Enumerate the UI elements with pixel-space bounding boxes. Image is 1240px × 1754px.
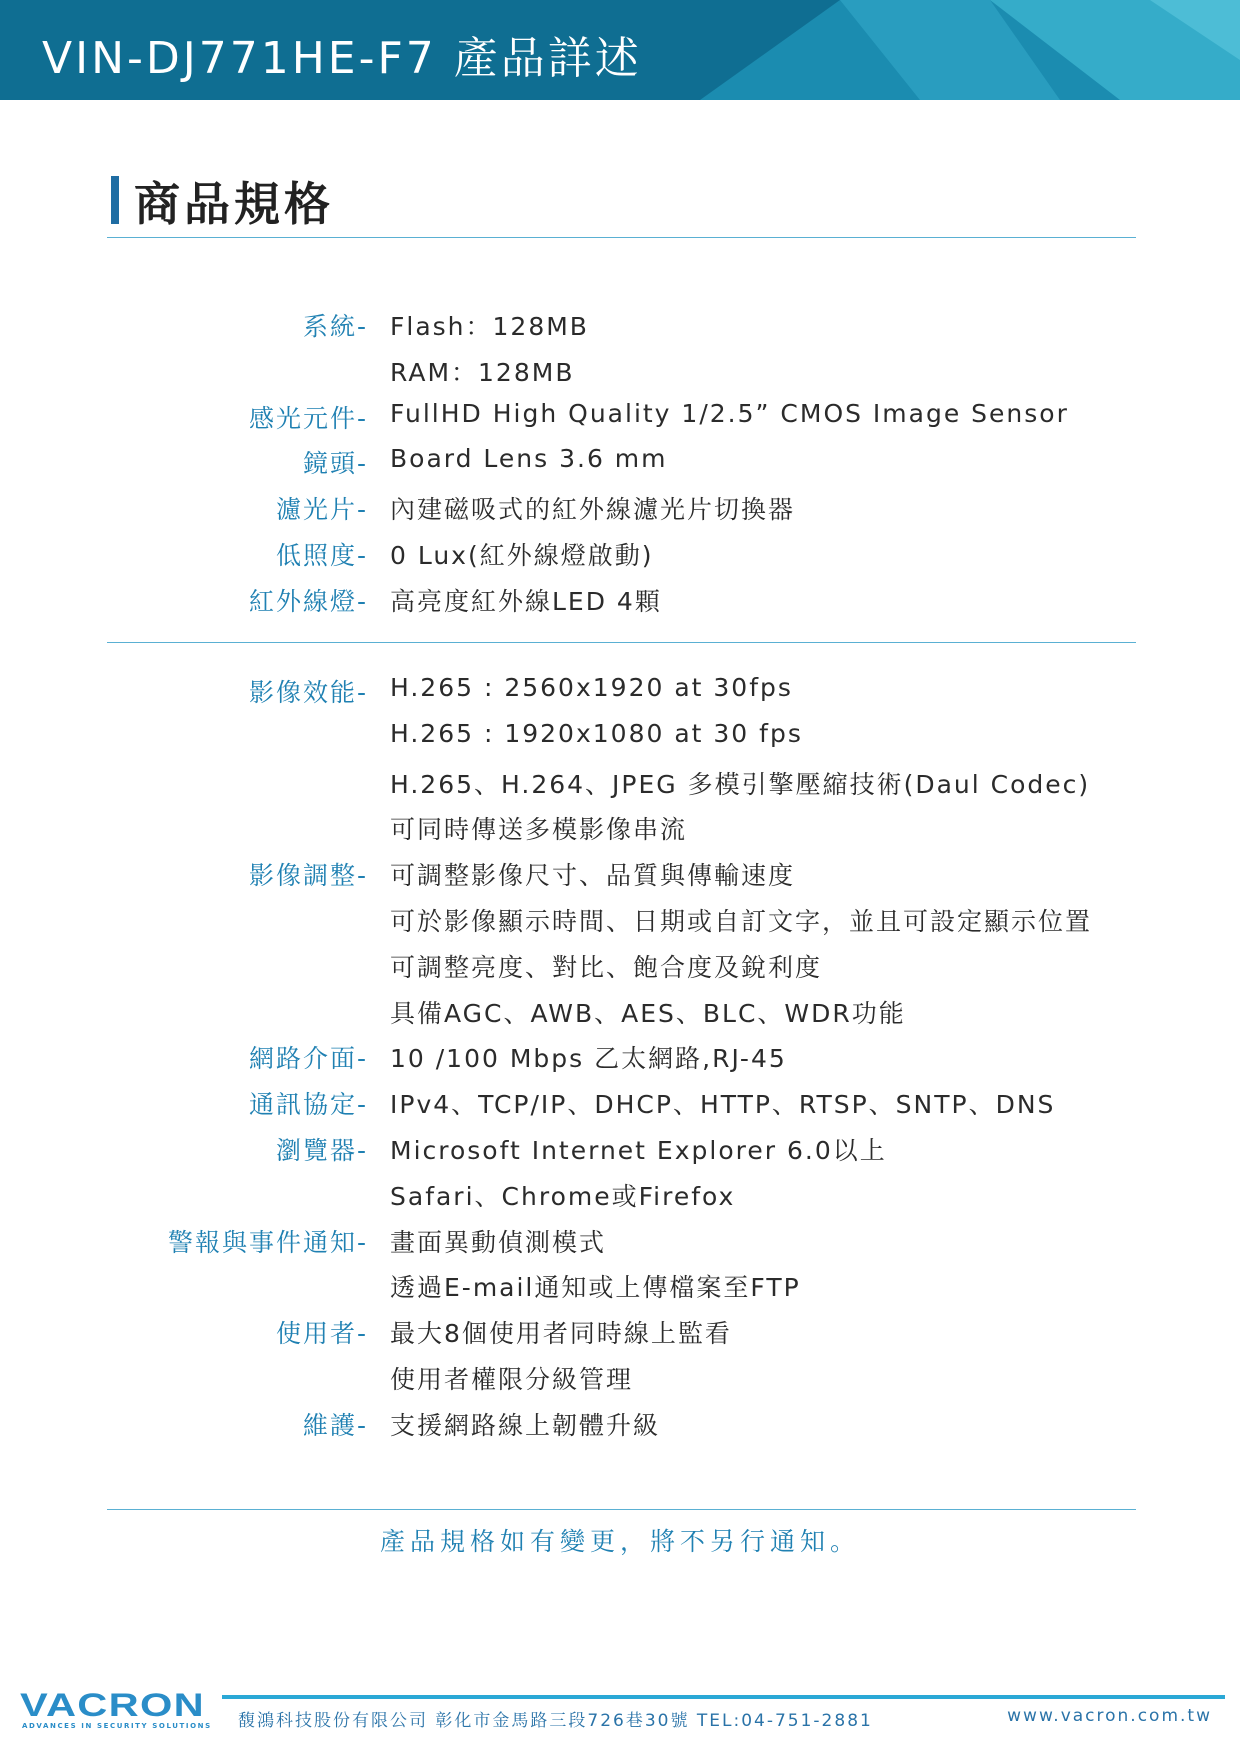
spec-row: [0, 536, 1240, 582]
spec-value: 內建磁吸式的紅外線濾光片切換器: [390, 495, 796, 525]
spec-row: [0, 1268, 1240, 1314]
spec-label: 通訊協定-: [248, 1090, 368, 1120]
footer-website: www.vacron.com.tw: [1007, 1706, 1212, 1726]
spec-row: [0, 490, 1240, 536]
spec-label: 網路介面-: [248, 1044, 368, 1074]
logo-wordmark: VACRON: [20, 1690, 205, 1720]
spec-row: [0, 1039, 1240, 1085]
spec-row: [0, 1406, 1240, 1452]
spec-divider: [107, 642, 1136, 643]
spec-value: 高亮度紅外線LED 4顆: [390, 586, 662, 616]
spec-label: 感光元件-: [248, 403, 368, 433]
spec-value: 使用者權限分級管理: [390, 1365, 634, 1394]
spec-value: FullHD High Quality 1/2.5” CMOS Image Sensor: [390, 398, 1069, 428]
spec-row: [0, 1223, 1240, 1269]
spec-row: [0, 1131, 1240, 1177]
spec-row: [0, 399, 1240, 445]
spec-value: 透過E-mail通知或上傳檔案至FTP: [390, 1273, 801, 1303]
vacron-logo: [20, 1690, 210, 1720]
spec-value: 可於影像顯示時間、日期或自訂文字，並且可設定顯示位置: [390, 907, 1093, 936]
spec-row: [0, 994, 1240, 1040]
spec-value: 可調整影像尺寸、品質與傳輸速度: [390, 861, 796, 891]
footer-company-info: 馥鴻科技股份有限公司 彰化市金馬路三段726巷30號 TEL:04-751-2881: [238, 1711, 873, 1731]
spec-value: IPv4、TCP/IP、DHCP、HTTP、RTSP、SNTP、DNS: [390, 1090, 1056, 1120]
page-title: VIN-DJ771HE-F7 產品詳述: [42, 33, 642, 84]
spec-value: Safari、Chrome或Firefox: [390, 1181, 736, 1211]
spec-value: Microsoft Internet Explorer 6.0以上: [390, 1136, 887, 1165]
spec-row: [0, 444, 1240, 490]
section-divider: [107, 237, 1136, 238]
spec-label: 紅外線燈-: [248, 586, 368, 616]
notice-divider: [107, 1509, 1136, 1510]
spec-row: [0, 1177, 1240, 1223]
spec-value: 0 Lux(紅外線燈啟動): [390, 541, 654, 570]
spec-value: H.265 : 1920x1080 at 30 fps: [390, 718, 803, 748]
spec-value: 最大8個使用者同時線上監看: [390, 1319, 732, 1349]
spec-value: RAM：128MB: [390, 357, 575, 387]
spec-row: [0, 1085, 1240, 1131]
spec-row: [0, 902, 1240, 948]
spec-row: [0, 307, 1240, 353]
spec-label: 影像調整-: [248, 861, 368, 891]
spec-row: [0, 810, 1240, 856]
section-title: 商品規格: [134, 177, 334, 231]
spec-label: 警報與事件通知-: [167, 1227, 368, 1257]
spec-label: 系統-: [302, 312, 368, 341]
spec-row: [0, 948, 1240, 994]
spec-value: 可調整亮度、對比、飽合度及銳利度: [390, 952, 823, 982]
spec-row: [0, 1360, 1240, 1406]
spec-label: 瀏覽器-: [275, 1136, 368, 1165]
spec-value: 10 /100 Mbps 乙太網路,RJ-45: [390, 1044, 787, 1074]
spec-row: [0, 856, 1240, 902]
spec-label: 影像效能-: [248, 678, 368, 707]
spec-value: Flash：128MB: [390, 312, 589, 341]
page-header: [0, 0, 1240, 100]
spec-row: [0, 582, 1240, 628]
spec-row: [0, 765, 1240, 811]
spec-value: 畫面異動偵測模式: [390, 1227, 607, 1257]
logo-tagline: ADVANCES IN SECURITY SOLUTIONS: [22, 1722, 212, 1730]
spec-row: [0, 673, 1240, 719]
spec-value: 可同時傳送多模影像串流: [390, 815, 688, 845]
notice-text: 產品規格如有變更，將不另行通知。: [379, 1527, 860, 1556]
spec-row: [0, 719, 1240, 765]
spec-label: 低照度-: [275, 541, 368, 570]
spec-label: 使用者-: [275, 1319, 368, 1349]
spec-label: 鏡頭-: [302, 449, 368, 479]
spec-value: Board Lens 3.6 mm: [390, 444, 668, 474]
footer-rule: [222, 1695, 1225, 1699]
section-accent-bar: [111, 176, 119, 224]
spec-value: 支援網路線上韌體升級: [390, 1410, 661, 1440]
spec-label: 維護-: [302, 1410, 368, 1440]
spec-value: H.265、H.264、JPEG 多模引擎壓縮技術(Daul Codec): [390, 769, 1091, 799]
spec-label: 濾光片-: [275, 495, 368, 525]
spec-row: [0, 353, 1240, 399]
spec-value: 具備AGC、AWB、AES、BLC、WDR功能: [390, 998, 906, 1028]
spec-row: [0, 1314, 1240, 1360]
spec-value: H.265 : 2560x1920 at 30fps: [390, 673, 793, 702]
